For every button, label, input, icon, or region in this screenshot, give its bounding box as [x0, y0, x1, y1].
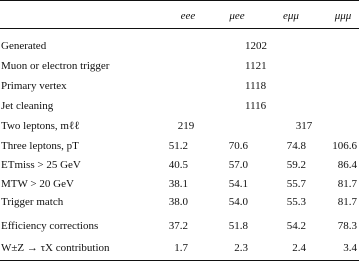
table-row [0, 218, 359, 234]
header-rule [0, 28, 359, 29]
table-row [0, 194, 359, 210]
cell: 55.7 [286, 178, 306, 190]
row-label: Muon or electron trigger [1, 60, 110, 72]
cell: 37.2 [168, 220, 188, 232]
col-header-e-mumu: eμμ [283, 10, 299, 22]
row-value-right: 317 [295, 120, 313, 132]
table-row [0, 138, 359, 154]
cell: 3.4 [343, 242, 357, 254]
row-value-left: 219 [177, 120, 195, 132]
cell: 70.6 [228, 140, 248, 152]
row-value: 1118 [245, 80, 267, 92]
cell: 55.3 [286, 196, 306, 208]
cell: 57.0 [228, 159, 248, 171]
col-header-mumumu: μμμ [334, 10, 352, 22]
cell: 2.4 [292, 242, 306, 254]
table-row [0, 157, 359, 173]
row-label: Two leptons, mℓℓ [1, 120, 80, 132]
table-row [0, 78, 359, 94]
cell: 54.1 [228, 178, 248, 190]
cell: 81.7 [337, 196, 357, 208]
cell: 78.3 [337, 220, 357, 232]
cell: 54.2 [286, 220, 306, 232]
cell: 40.5 [168, 159, 188, 171]
cell: 81.7 [337, 178, 357, 190]
cell: 51.2 [168, 140, 188, 152]
cell: 106.6 [332, 140, 357, 152]
cell: 38.0 [168, 196, 188, 208]
cell: 54.0 [228, 196, 248, 208]
cell: 74.8 [286, 140, 306, 152]
row-label: ETmiss > 25 GeV [1, 159, 81, 171]
cell: 59.2 [286, 159, 306, 171]
row-value: 1202 [245, 40, 267, 52]
cell: 1.7 [174, 242, 188, 254]
row-label: W±Z → τX contribution [1, 242, 110, 254]
cell: 2.3 [234, 242, 248, 254]
row-label: Efficiency corrections [1, 220, 99, 232]
col-header-mu-ee: μee [229, 10, 245, 22]
cell: 38.1 [168, 178, 188, 190]
row-value: 1121 [245, 60, 267, 72]
top-rule [0, 0, 359, 1]
cell: 86.4 [337, 159, 357, 171]
cell: 51.8 [228, 220, 248, 232]
table-row [0, 240, 359, 256]
row-label: Generated [1, 40, 47, 52]
table-row [0, 98, 359, 114]
table-row [0, 58, 359, 74]
row-label: Jet cleaning [1, 100, 54, 112]
table-row [0, 118, 359, 134]
row-label: Three leptons, pT [1, 140, 79, 152]
col-header-eee: eee [180, 10, 196, 22]
row-label: Primary vertex [1, 80, 67, 92]
table-row [0, 176, 359, 192]
row-value: 1116 [245, 100, 267, 112]
row-label: Trigger match [1, 196, 64, 208]
table-row [0, 38, 359, 54]
row-label: MTW > 20 GeV [1, 178, 74, 190]
